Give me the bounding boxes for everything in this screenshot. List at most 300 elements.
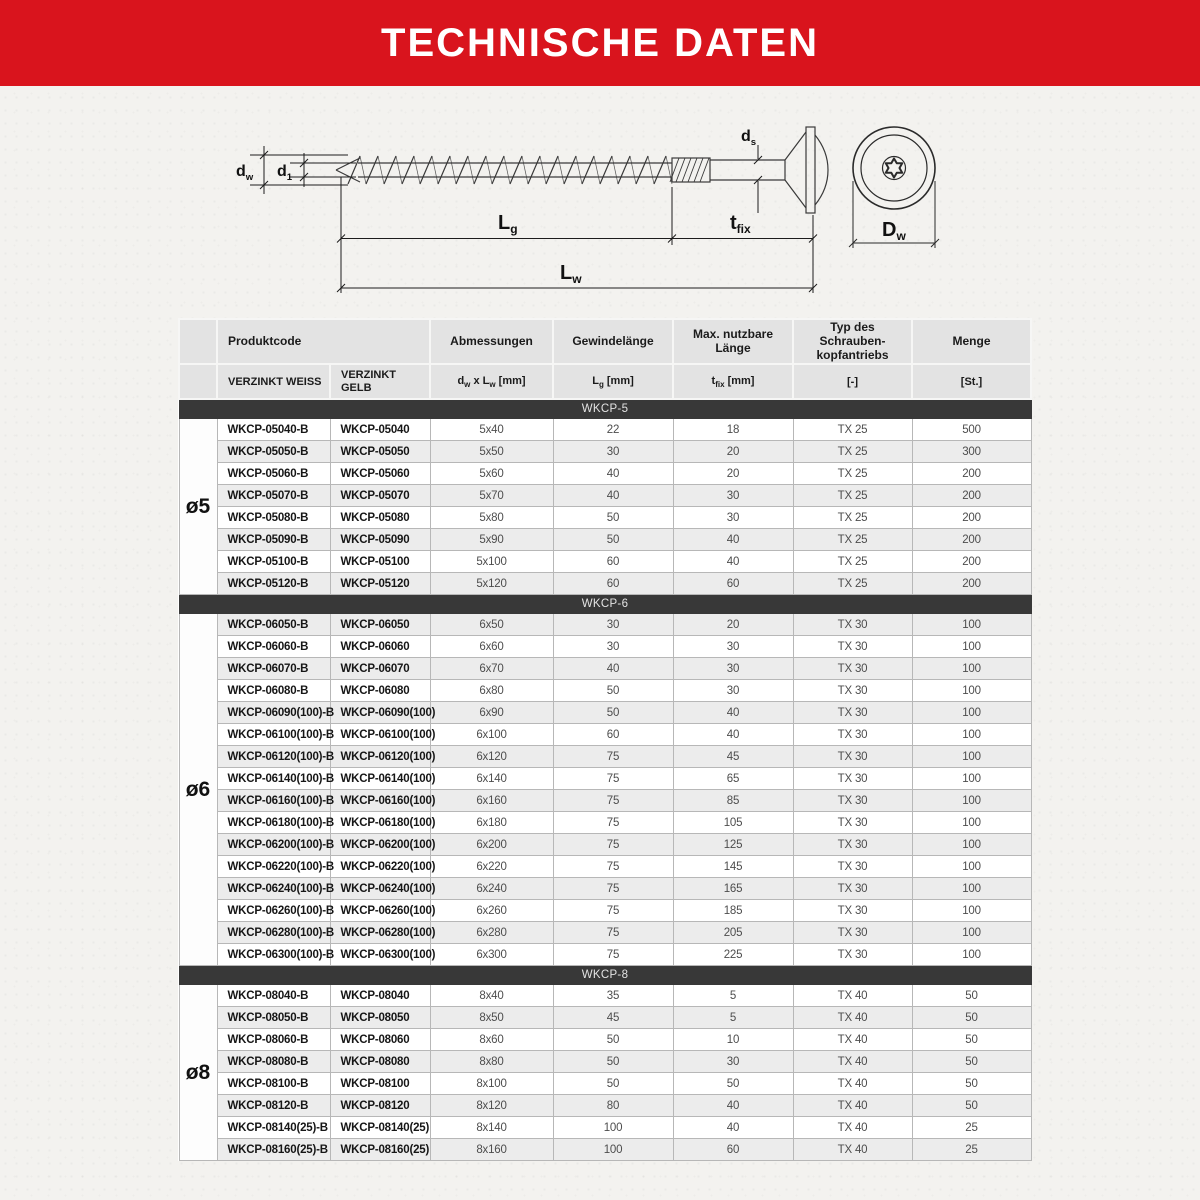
- cell-thread-length: 75: [553, 768, 673, 790]
- section-band-label: WKCP-5: [179, 399, 1031, 419]
- cell-code-yellow: WKCP-06060: [330, 636, 430, 658]
- cell-max-usable-length: 205: [673, 922, 793, 944]
- cell-quantity: 100: [912, 724, 1031, 746]
- torx-star-icon: [886, 159, 902, 178]
- cell-thread-length: 75: [553, 900, 673, 922]
- cell-code-white: WKCP-05040-B: [217, 419, 330, 441]
- cell-thread-length: 60: [553, 551, 673, 573]
- cell-dimensions: 6x260: [430, 900, 553, 922]
- cell-quantity: 50: [912, 985, 1031, 1007]
- table-row: [179, 1007, 1031, 1029]
- table-row: [179, 856, 1031, 878]
- cell-code-white: WKCP-05080-B: [217, 507, 330, 529]
- cell-thread-length: 75: [553, 834, 673, 856]
- cell-drive-type: TX 40: [793, 1117, 912, 1139]
- cell-thread-length: 60: [553, 573, 673, 595]
- table-row: [179, 463, 1031, 485]
- cell-thread-length: 22: [553, 419, 673, 441]
- cell-quantity: 50: [912, 1029, 1031, 1051]
- label-tfix: $t_{fix}$: [730, 212, 751, 236]
- cell-max-usable-length: 125: [673, 834, 793, 856]
- label-lw: $L_w$: [560, 262, 582, 286]
- table-row: [179, 1073, 1031, 1095]
- cell-code-yellow: WKCP-05090: [330, 529, 430, 551]
- header-menge: Menge: [912, 319, 1031, 364]
- cell-dimensions: 8x80: [430, 1051, 553, 1073]
- cell-drive-type: TX 25: [793, 419, 912, 441]
- cell-max-usable-length: 40: [673, 724, 793, 746]
- cell-dimensions: 6x180: [430, 812, 553, 834]
- cell-code-white: WKCP-08120-B: [217, 1095, 330, 1117]
- cell-thread-length: 40: [553, 463, 673, 485]
- cell-thread-length: 60: [553, 724, 673, 746]
- cell-quantity: 200: [912, 463, 1031, 485]
- cell-dimensions: 6x280: [430, 922, 553, 944]
- cell-dimensions: 8x160: [430, 1139, 553, 1161]
- cell-max-usable-length: 60: [673, 573, 793, 595]
- header-kopfantrieb: Typ des Schrauben-kopfantriebs: [793, 319, 912, 364]
- cell-dimensions: 6x60: [430, 636, 553, 658]
- cell-dimensions: 5x40: [430, 419, 553, 441]
- cell-drive-type: TX 40: [793, 1095, 912, 1117]
- knurl-hatch: [670, 158, 709, 182]
- section-band: [179, 966, 1031, 985]
- cell-thread-length: 80: [553, 1095, 673, 1117]
- cell-code-yellow: WKCP-05050: [330, 441, 430, 463]
- cell-code-yellow: WKCP-06280(100): [330, 922, 430, 944]
- diameter-label: ø8: [179, 985, 217, 1161]
- cell-quantity: 50: [912, 1051, 1031, 1073]
- head-flange: [806, 127, 815, 213]
- cell-code-white: WKCP-05070-B: [217, 485, 330, 507]
- cell-thread-length: 50: [553, 680, 673, 702]
- cell-code-white: WKCP-05100-B: [217, 551, 330, 573]
- section-band: [179, 595, 1031, 614]
- cell-quantity: 25: [912, 1117, 1031, 1139]
- cell-dimensions: 6x80: [430, 680, 553, 702]
- cell-code-yellow: WKCP-06220(100): [330, 856, 430, 878]
- section-band-label: WKCP-8: [179, 966, 1031, 985]
- cell-thread-length: 75: [553, 746, 673, 768]
- cell-max-usable-length: 5: [673, 1007, 793, 1029]
- cell-dimensions: 6x90: [430, 702, 553, 724]
- cell-drive-type: TX 30: [793, 702, 912, 724]
- table-row: [179, 1117, 1031, 1139]
- cell-dimensions: 6x120: [430, 746, 553, 768]
- spec-table: [178, 318, 1032, 1161]
- cell-code-yellow: WKCP-06090(100): [330, 702, 430, 724]
- cell-dimensions: 5x100: [430, 551, 553, 573]
- cell-code-white: WKCP-06300(100)-B: [217, 944, 330, 966]
- cell-code-white: WKCP-06080-B: [217, 680, 330, 702]
- cell-quantity: 100: [912, 680, 1031, 702]
- cell-dimensions: 8x100: [430, 1073, 553, 1095]
- cell-quantity: 50: [912, 1007, 1031, 1029]
- cell-thread-length: 100: [553, 1139, 673, 1161]
- cell-drive-type: TX 40: [793, 1073, 912, 1095]
- cell-code-yellow: WKCP-08050: [330, 1007, 430, 1029]
- cell-code-white: WKCP-06200(100)-B: [217, 834, 330, 856]
- cell-drive-type: TX 30: [793, 922, 912, 944]
- cell-code-white: WKCP-08100-B: [217, 1073, 330, 1095]
- section-band: [179, 399, 1031, 419]
- table-row: [179, 1095, 1031, 1117]
- cell-code-yellow: WKCP-06240(100): [330, 878, 430, 900]
- header-gewindelaenge: Gewindelänge: [553, 319, 673, 364]
- cell-drive-type: TX 25: [793, 551, 912, 573]
- cell-max-usable-length: 105: [673, 812, 793, 834]
- cell-drive-type: TX 40: [793, 1051, 912, 1073]
- title-banner: [0, 0, 1200, 86]
- cell-drive-type: TX 25: [793, 441, 912, 463]
- d1-dimension: [300, 153, 308, 187]
- datasheet: [178, 318, 1030, 1161]
- cell-code-yellow: WKCP-05060: [330, 463, 430, 485]
- screw-diagram: [220, 95, 960, 307]
- cell-quantity: 100: [912, 878, 1031, 900]
- cell-dimensions: 5x50: [430, 441, 553, 463]
- cell-max-usable-length: 30: [673, 485, 793, 507]
- cell-code-white: WKCP-06100(100)-B: [217, 724, 330, 746]
- cell-thread-length: 35: [553, 985, 673, 1007]
- cell-dimensions: 6x50: [430, 614, 553, 636]
- cell-thread-length: 30: [553, 441, 673, 463]
- cell-drive-type: TX 30: [793, 614, 912, 636]
- cell-drive-type: TX 40: [793, 985, 912, 1007]
- screw-tip: [336, 158, 360, 182]
- header-max-nutzbare-laenge: Max. nutzbare Länge: [673, 319, 793, 364]
- cell-drive-type: TX 30: [793, 724, 912, 746]
- cell-quantity: 100: [912, 768, 1031, 790]
- cell-dimensions: 5x70: [430, 485, 553, 507]
- cell-code-white: WKCP-08050-B: [217, 1007, 330, 1029]
- subheader-abmessungen-unit: $d_w$ x $L_w$ [mm]: [430, 364, 553, 399]
- dw-dimension: [260, 146, 268, 194]
- table-row: [179, 529, 1031, 551]
- head-cone: [785, 132, 806, 208]
- cell-max-usable-length: 40: [673, 1117, 793, 1139]
- cell-max-usable-length: 185: [673, 900, 793, 922]
- cell-dimensions: 5x120: [430, 573, 553, 595]
- cell-code-yellow: WKCP-05070: [330, 485, 430, 507]
- cell-thread-length: 40: [553, 658, 673, 680]
- cell-drive-type: TX 30: [793, 834, 912, 856]
- cell-code-yellow: WKCP-05120: [330, 573, 430, 595]
- cell-max-usable-length: 30: [673, 658, 793, 680]
- cell-code-white: WKCP-06060-B: [217, 636, 330, 658]
- cell-drive-type: TX 25: [793, 573, 912, 595]
- cell-drive-type: TX 40: [793, 1139, 912, 1161]
- cell-drive-type: TX 25: [793, 485, 912, 507]
- cell-quantity: 300: [912, 441, 1031, 463]
- table-row: [179, 702, 1031, 724]
- table-row: [179, 485, 1031, 507]
- cell-drive-type: TX 40: [793, 1029, 912, 1051]
- cell-thread-length: 75: [553, 922, 673, 944]
- cell-max-usable-length: 40: [673, 1095, 793, 1117]
- cell-drive-type: TX 30: [793, 768, 912, 790]
- cell-quantity: 50: [912, 1073, 1031, 1095]
- header-produktcode: Produktcode: [217, 319, 430, 364]
- cell-quantity: 100: [912, 790, 1031, 812]
- cell-drive-type: TX 30: [793, 790, 912, 812]
- cell-max-usable-length: 85: [673, 790, 793, 812]
- cell-quantity: 100: [912, 856, 1031, 878]
- cell-drive-type: TX 30: [793, 900, 912, 922]
- cell-code-yellow: WKCP-06260(100): [330, 900, 430, 922]
- cell-code-white: WKCP-06140(100)-B: [217, 768, 330, 790]
- table-row: [179, 900, 1031, 922]
- cell-thread-length: 50: [553, 507, 673, 529]
- subheader-row: [179, 364, 1031, 399]
- subheader-menge-unit: [St.]: [912, 364, 1031, 399]
- cell-quantity: 200: [912, 507, 1031, 529]
- cell-thread-length: 50: [553, 529, 673, 551]
- cell-dimensions: 5x80: [430, 507, 553, 529]
- cell-quantity: 100: [912, 900, 1031, 922]
- cell-code-yellow: WKCP-06100(100): [330, 724, 430, 746]
- cell-code-yellow: WKCP-06300(100): [330, 944, 430, 966]
- cell-quantity: 500: [912, 419, 1031, 441]
- cell-quantity: 50: [912, 1095, 1031, 1117]
- cell-dimensions: 6x240: [430, 878, 553, 900]
- cell-max-usable-length: 30: [673, 1051, 793, 1073]
- cell-dimensions: 6x200: [430, 834, 553, 856]
- cell-code-yellow: WKCP-08060: [330, 1029, 430, 1051]
- cell-code-white: WKCP-08160(25)-B: [217, 1139, 330, 1161]
- cell-thread-length: 30: [553, 636, 673, 658]
- cell-max-usable-length: 20: [673, 463, 793, 485]
- subheader-verzinkt-gelb: VERZINKT GELB: [330, 364, 430, 399]
- cell-code-yellow: WKCP-06160(100): [330, 790, 430, 812]
- cell-code-yellow: WKCP-08100: [330, 1073, 430, 1095]
- cell-quantity: 100: [912, 636, 1031, 658]
- cell-dimensions: 6x220: [430, 856, 553, 878]
- label-d1: $d_1$: [277, 163, 293, 183]
- table-row: [179, 614, 1031, 636]
- cell-max-usable-length: 20: [673, 614, 793, 636]
- cell-drive-type: TX 30: [793, 658, 912, 680]
- cell-code-white: WKCP-06260(100)-B: [217, 900, 330, 922]
- cell-max-usable-length: 60: [673, 1139, 793, 1161]
- cell-code-yellow: WKCP-05100: [330, 551, 430, 573]
- cell-thread-length: 75: [553, 812, 673, 834]
- cell-code-yellow: WKCP-05080: [330, 507, 430, 529]
- ds-dimension: [754, 145, 762, 213]
- cell-quantity: 100: [912, 614, 1031, 636]
- dw-extension: [250, 155, 348, 185]
- cell-drive-type: TX 40: [793, 1007, 912, 1029]
- cell-quantity: 200: [912, 573, 1031, 595]
- table-row: [179, 1139, 1031, 1161]
- cell-quantity: 200: [912, 529, 1031, 551]
- cell-dimensions: 8x50: [430, 1007, 553, 1029]
- cell-drive-type: TX 30: [793, 812, 912, 834]
- cell-quantity: 100: [912, 746, 1031, 768]
- cell-max-usable-length: 30: [673, 680, 793, 702]
- cell-dimensions: 6x70: [430, 658, 553, 680]
- cell-thread-length: 50: [553, 1051, 673, 1073]
- table-row: [179, 724, 1031, 746]
- diameter-column-subheader: [179, 364, 217, 399]
- cell-code-yellow: WKCP-06140(100): [330, 768, 430, 790]
- cell-max-usable-length: 50: [673, 1073, 793, 1095]
- table-row: [179, 573, 1031, 595]
- diameter-column-header: [179, 319, 217, 364]
- cell-code-yellow: WKCP-08120: [330, 1095, 430, 1117]
- table-row: [179, 812, 1031, 834]
- cell-thread-length: 30: [553, 614, 673, 636]
- label-ds: $d_s$: [741, 128, 757, 148]
- cell-dimensions: 6x140: [430, 768, 553, 790]
- cell-quantity: 100: [912, 834, 1031, 856]
- cell-quantity: 100: [912, 702, 1031, 724]
- cell-thread-length: 50: [553, 702, 673, 724]
- cell-code-white: WKCP-06180(100)-B: [217, 812, 330, 834]
- head-dome: [815, 135, 828, 205]
- cell-max-usable-length: 40: [673, 529, 793, 551]
- cell-code-white: WKCP-06160(100)-B: [217, 790, 330, 812]
- cell-dimensions: 8x60: [430, 1029, 553, 1051]
- table-row: [179, 1029, 1031, 1051]
- diameter-label: ø5: [179, 419, 217, 595]
- cell-max-usable-length: 30: [673, 636, 793, 658]
- cell-max-usable-length: 225: [673, 944, 793, 966]
- screw-shank: [710, 160, 785, 180]
- table-row: [179, 551, 1031, 573]
- table-row: [179, 636, 1031, 658]
- cell-quantity: 100: [912, 658, 1031, 680]
- cell-code-yellow: WKCP-06180(100): [330, 812, 430, 834]
- cell-drive-type: TX 30: [793, 944, 912, 966]
- cell-code-white: WKCP-08140(25)-B: [217, 1117, 330, 1139]
- cell-thread-length: 40: [553, 485, 673, 507]
- cell-code-white: WKCP-06050-B: [217, 614, 330, 636]
- table-row: [179, 658, 1031, 680]
- cell-code-white: WKCP-05120-B: [217, 573, 330, 595]
- cell-drive-type: TX 30: [793, 878, 912, 900]
- table-row: [179, 878, 1031, 900]
- technical-drawing: [220, 95, 960, 307]
- head-inner-circle: [861, 135, 927, 201]
- cell-dimensions: 5x90: [430, 529, 553, 551]
- cell-code-yellow: WKCP-08160(25): [330, 1139, 430, 1161]
- cell-drive-type: TX 30: [793, 680, 912, 702]
- cell-code-white: WKCP-08040-B: [217, 985, 330, 1007]
- table-row: [179, 922, 1031, 944]
- cell-quantity: 25: [912, 1139, 1031, 1161]
- cell-code-white: WKCP-06120(100)-B: [217, 746, 330, 768]
- section-band-label: WKCP-6: [179, 595, 1031, 614]
- cell-drive-type: TX 25: [793, 507, 912, 529]
- cell-max-usable-length: 40: [673, 702, 793, 724]
- table-row: [179, 790, 1031, 812]
- table-row: [179, 834, 1031, 856]
- cell-code-yellow: WKCP-06070: [330, 658, 430, 680]
- table-row: [179, 985, 1031, 1007]
- cell-code-white: WKCP-05050-B: [217, 441, 330, 463]
- cell-dimensions: 8x120: [430, 1095, 553, 1117]
- cell-dimensions: 6x300: [430, 944, 553, 966]
- cell-thread-length: 75: [553, 944, 673, 966]
- cell-quantity: 100: [912, 812, 1031, 834]
- diameter-label: ø6: [179, 614, 217, 966]
- page-title: TECHNISCHE DATEN: [381, 20, 819, 65]
- cell-quantity: 200: [912, 485, 1031, 507]
- cell-max-usable-length: 30: [673, 507, 793, 529]
- cell-code-white: WKCP-06220(100)-B: [217, 856, 330, 878]
- cell-max-usable-length: 65: [673, 768, 793, 790]
- subheader-antrieb-unit: [-]: [793, 364, 912, 399]
- cell-code-white: WKCP-06280(100)-B: [217, 922, 330, 944]
- table-body: [179, 399, 1031, 1161]
- cell-max-usable-length: 45: [673, 746, 793, 768]
- subheader-verzinkt-weiss: VERZINKT WEISS: [217, 364, 330, 399]
- cell-quantity: 200: [912, 551, 1031, 573]
- cell-code-yellow: WKCP-08080: [330, 1051, 430, 1073]
- cell-code-yellow: WKCP-06200(100): [330, 834, 430, 856]
- cell-drive-type: TX 30: [793, 746, 912, 768]
- cell-drive-type: TX 30: [793, 856, 912, 878]
- cell-quantity: 100: [912, 922, 1031, 944]
- table-row: [179, 419, 1031, 441]
- label-Dw: $D_w$: [882, 219, 906, 243]
- cell-dimensions: 8x40: [430, 985, 553, 1007]
- cell-code-yellow: WKCP-08140(25): [330, 1117, 430, 1139]
- cell-dimensions: 6x100: [430, 724, 553, 746]
- table-row: [179, 680, 1031, 702]
- cell-code-yellow: WKCP-08040: [330, 985, 430, 1007]
- cell-thread-length: 50: [553, 1029, 673, 1051]
- lg-dimension: [337, 235, 676, 243]
- label-lg: $L_g$: [498, 212, 518, 236]
- cell-code-yellow: WKCP-05040: [330, 419, 430, 441]
- cell-thread-length: 50: [553, 1073, 673, 1095]
- cell-max-usable-length: 18: [673, 419, 793, 441]
- cell-max-usable-length: 145: [673, 856, 793, 878]
- screw-core: [358, 163, 672, 177]
- cell-max-usable-length: 10: [673, 1029, 793, 1051]
- cell-code-yellow: WKCP-06120(100): [330, 746, 430, 768]
- table-row: [179, 441, 1031, 463]
- cell-thread-length: 100: [553, 1117, 673, 1139]
- cell-quantity: 100: [912, 944, 1031, 966]
- cell-thread-length: 75: [553, 878, 673, 900]
- table-row: [179, 507, 1031, 529]
- table-row: [179, 944, 1031, 966]
- cell-thread-length: 75: [553, 856, 673, 878]
- header-abmessungen: Abmessungen: [430, 319, 553, 364]
- subheader-gewinde-unit: $L_g$ [mm]: [553, 364, 673, 399]
- cell-code-white: WKCP-06090(100)-B: [217, 702, 330, 724]
- cell-max-usable-length: 165: [673, 878, 793, 900]
- subheader-tfix-unit: $t_{fix}$ [mm]: [673, 364, 793, 399]
- table-row: [179, 746, 1031, 768]
- cell-max-usable-length: 20: [673, 441, 793, 463]
- cell-max-usable-length: 40: [673, 551, 793, 573]
- cell-dimensions: 8x140: [430, 1117, 553, 1139]
- cell-code-white: WKCP-08060-B: [217, 1029, 330, 1051]
- cell-dimensions: 5x60: [430, 463, 553, 485]
- cell-code-white: WKCP-08080-B: [217, 1051, 330, 1073]
- cell-code-yellow: WKCP-06050: [330, 614, 430, 636]
- cell-code-white: WKCP-05060-B: [217, 463, 330, 485]
- cell-code-white: WKCP-06070-B: [217, 658, 330, 680]
- cell-drive-type: TX 25: [793, 463, 912, 485]
- cell-code-yellow: WKCP-06080: [330, 680, 430, 702]
- cell-thread-length: 45: [553, 1007, 673, 1029]
- cell-thread-length: 75: [553, 790, 673, 812]
